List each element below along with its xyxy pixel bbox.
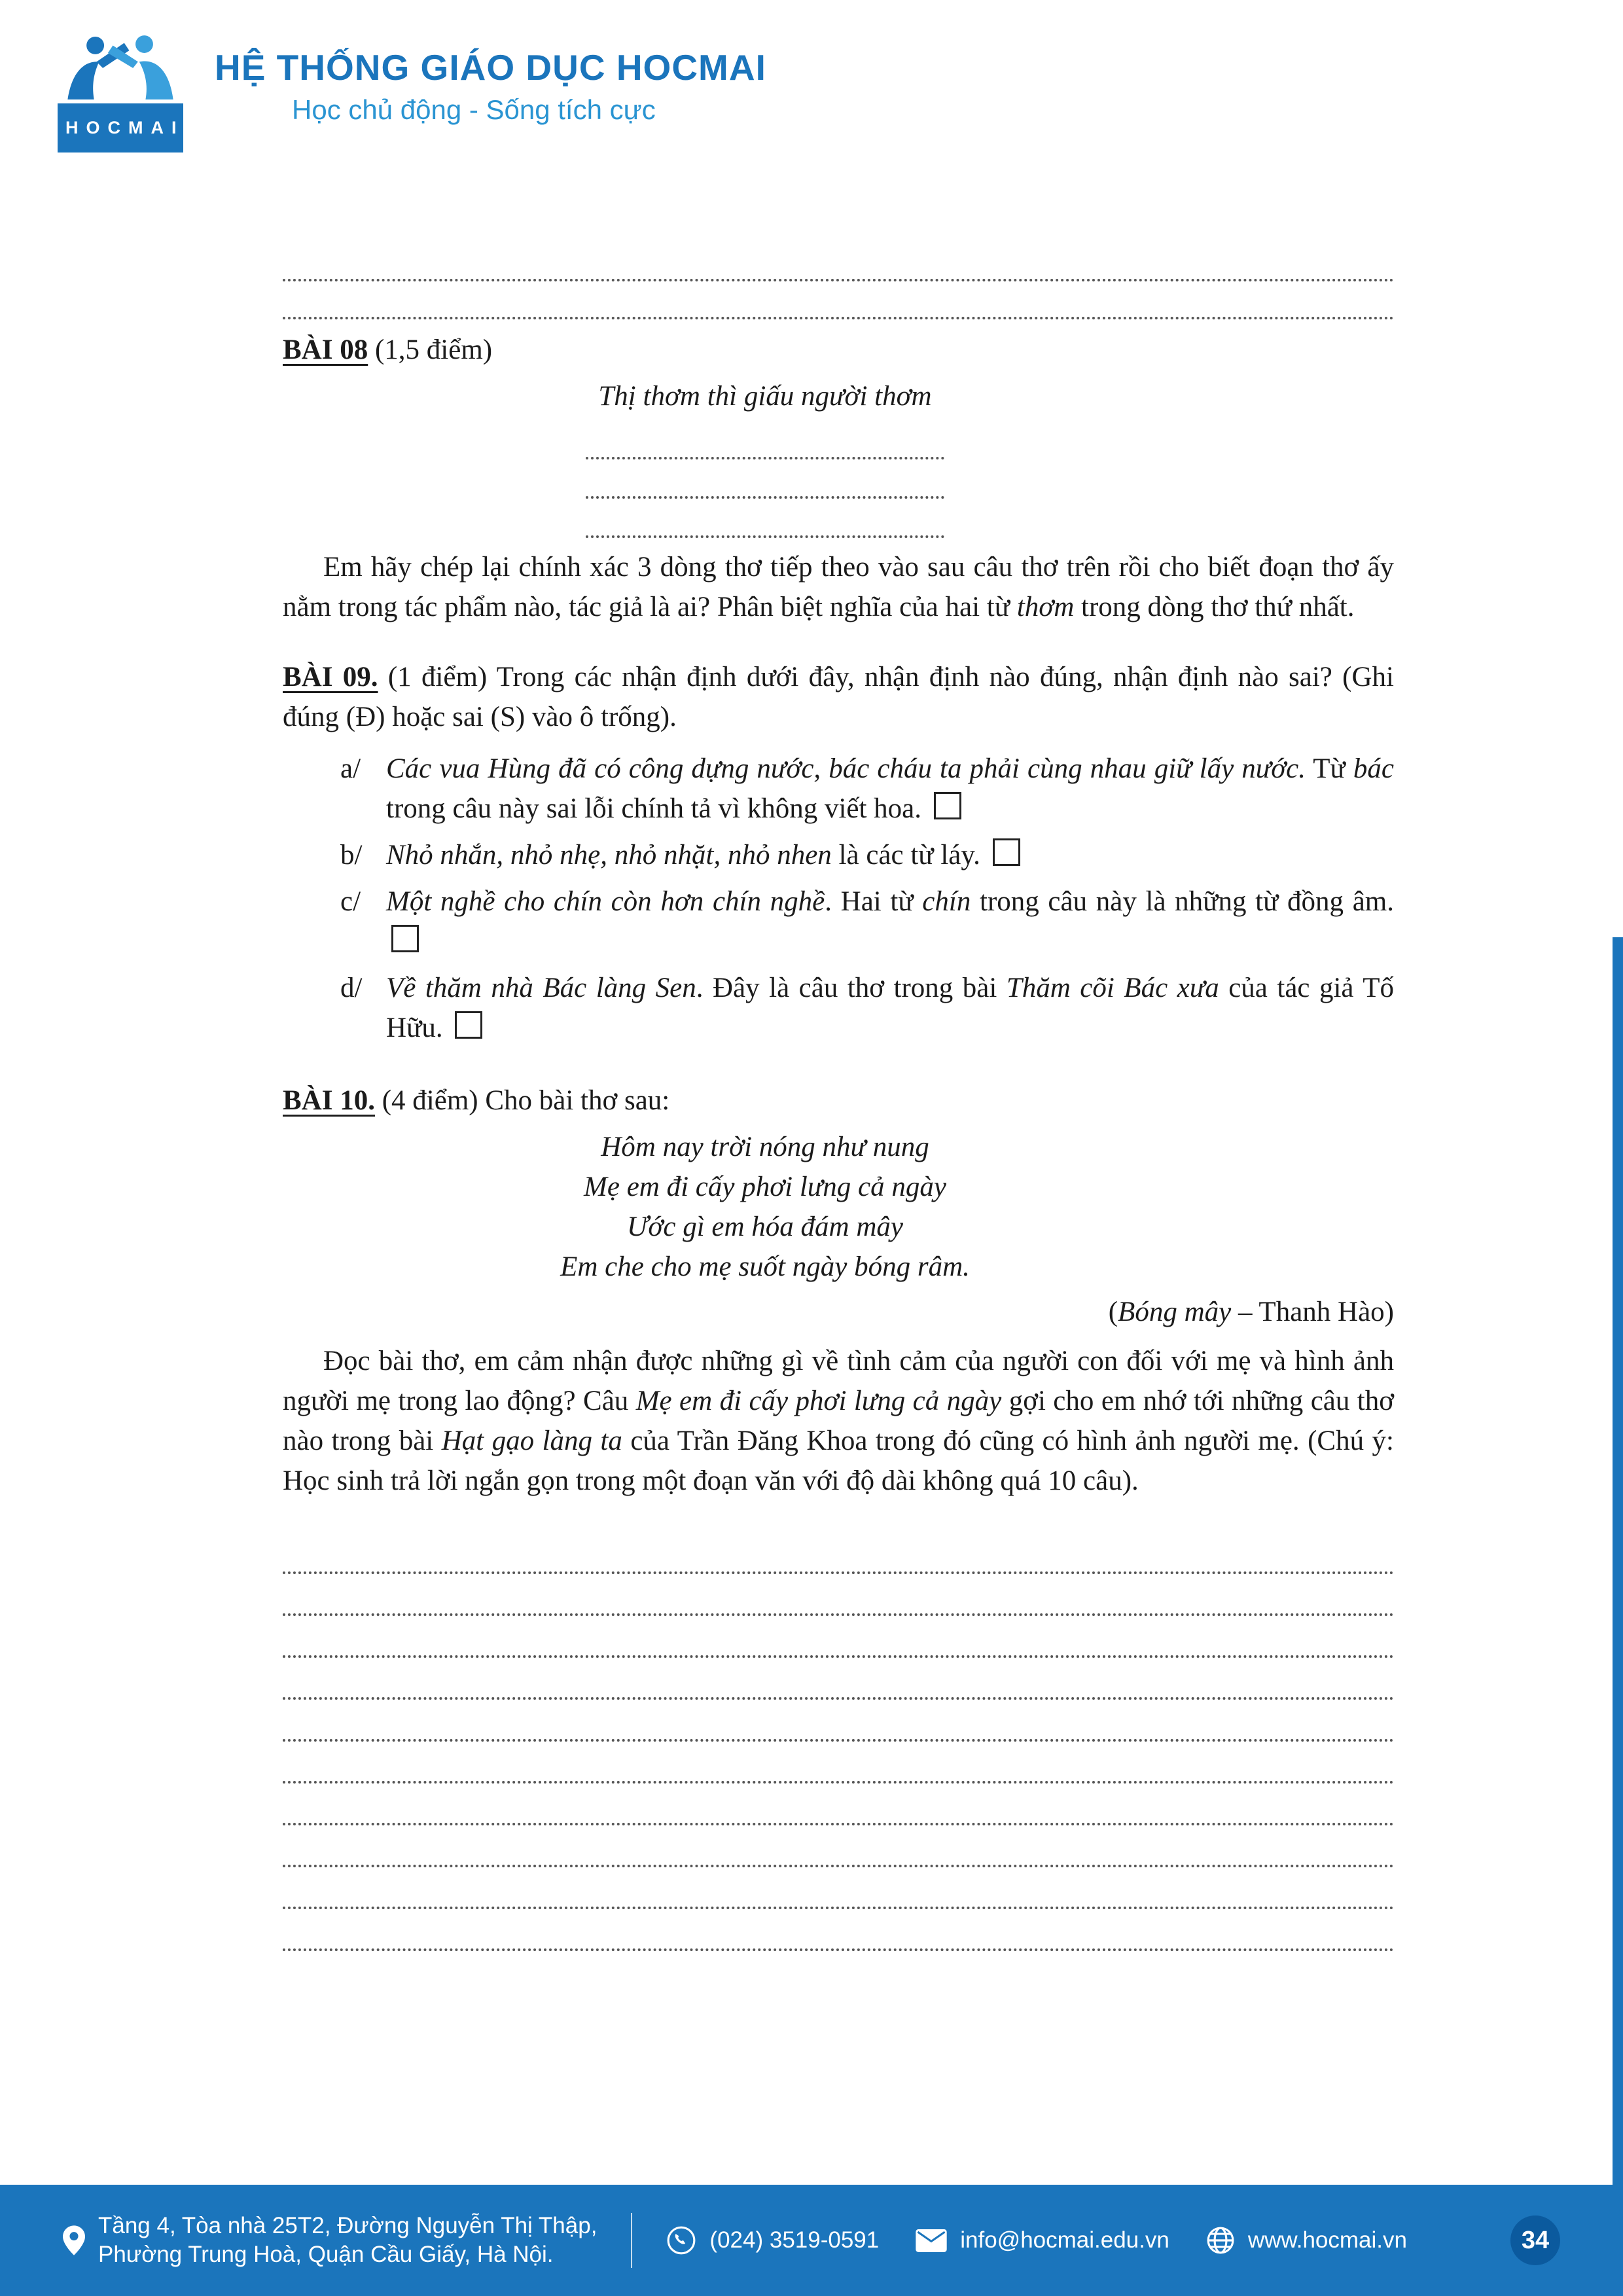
logo-figures-icon [58,34,183,102]
footer-website-group [1206,2226,1407,2255]
item-text: Về thăm nhà Bác làng Sen. Đây là câu thơ trong bài Thăm cõi Bác xưa của tác giả Tố Hữu. [386,973,1395,1043]
footer-email-group [916,2226,1169,2255]
poem-line: Hôm nay trời nóng như nung [601,1132,929,1162]
answer-line [283,1742,1394,1784]
header [58,34,766,152]
footer-phone-group [666,2225,879,2255]
top-answer-lines [283,243,1394,319]
phone-number: (024) 3519-0591 [709,2227,880,2253]
bai09-heading: BÀI 09. (1 điểm) Trong các nhận định dưới đây, nhận định nào đúng, nhận định nào sai? (Ghi đúng (Đ) hoặc sai (S) vào ô trống). [283,662,1395,732]
item-label: c/ [340,886,361,917]
header-text [215,34,766,127]
bai09-item-d [283,968,1394,1048]
answer-line [283,1867,1394,1909]
answer-line [283,1532,1394,1574]
answer-checkbox [455,1011,482,1039]
item-text: Nhỏ nhắn, nhỏ nhẹ, nhỏ nhặt, nhỏ nhen là các từ láy. [386,840,1020,870]
phone-icon [666,2225,696,2255]
bai10-poem [283,1127,1247,1287]
org-slogan: Học chủ động - Sống tích cực [292,94,656,125]
answer-line [283,281,1394,319]
email-icon [916,2229,947,2252]
poem-line: Em che cho mẹ suốt ngày bóng râm. [560,1251,970,1282]
footer-address [98,2212,597,2269]
logo-wordmark: HOCMAI [58,103,183,152]
answer-line [586,499,944,538]
bai10-heading: BÀI 10. (4 điểm) Cho bài thơ sau: [283,1085,670,1116]
answer-line [283,1784,1394,1825]
website-url: www.hocmai.vn [1247,2227,1407,2253]
item-text: Một nghề cho chín còn hơn chín nghề. Hai từ chín trong câu này là những từ đồng âm. [386,886,1394,957]
globe-icon [1206,2226,1235,2255]
page-number-badge: 34 [1510,2215,1560,2265]
answer-line [283,1616,1394,1658]
item-label: a/ [340,753,361,784]
bai08-heading: BÀI 08 (1,5 điểm) [283,334,493,365]
bottom-answer-lines [283,1532,1394,1951]
footer-address-group [63,2212,597,2269]
item-label: d/ [340,973,363,1003]
answer-line [283,1909,1394,1951]
email-address: info@hocmai.edu.vn [960,2227,1169,2253]
answer-line [283,1700,1394,1742]
answer-line [283,1825,1394,1867]
hocmai-logo [58,34,183,152]
bai09-item-a [283,749,1394,829]
answer-checkbox [391,925,419,952]
address-line2: Phường Trung Hoà, Quận Cầu Giấy, Hà Nội. [98,2242,554,2267]
bai08-poem-line: Thị thơm thì giấu người thơm [598,381,932,412]
address-line1: Tầng 4, Tòa nhà 25T2, Đường Nguyễn Thị Thập, [98,2213,597,2238]
item-label: b/ [340,840,363,870]
answer-line [283,243,1394,281]
answer-line [586,459,944,499]
page-edge-accent [1613,937,1623,2296]
answer-checkbox [934,792,961,819]
bai08-answer-lines [586,420,944,538]
bai09-item-b [283,835,1394,875]
answer-checkbox [993,838,1020,866]
bai08-instructions: Em hãy chép lại chính xác 3 dòng thơ tiếp theo vào sau câu thơ trên rồi cho biết đoạn thơ ấy nằm trong tác phẩm nào, tác giả là ai? Phân biệt nghĩa của hai từ thơm trong dòng thơ thứ nhất. [283,552,1394,622]
poem-line: Mẹ em đi cấy phơi lưng cả ngày [584,1172,946,1202]
bai09-items [283,749,1394,1048]
exam-content [283,243,1394,1951]
item-text: Các vua Hùng đã có công dựng nước, bác cháu ta phải cùng nhau giữ lấy nước. Từ bác trong câu này sai lỗi chính tả vì không viết hoa. [386,753,1395,824]
answer-line [586,420,944,459]
org-title: HỆ THỐNG GIÁO DỤC HOCMAI [215,47,766,88]
answer-line [283,1658,1394,1700]
footer-divider [631,2213,632,2268]
answer-line [283,1574,1394,1616]
location-pin-icon [63,2225,85,2255]
poem-line: Ước gì em hóa đám mây [627,1211,903,1242]
bai09-item-c [283,882,1394,961]
footer [0,2185,1623,2296]
bai10-instructions: Đọc bài thơ, em cảm nhận được những gì về tình cảm của người con đối với mẹ và hình ảnh người mẹ trong lao động? Câu Mẹ em đi cấy phơi lưng cả ngày gợi cho em nhớ tới những câu thơ nào trong bài Hạt gạo làng ta của Trần Đăng Khoa trong đó cũng có hình ảnh người mẹ. (Chú ý: Học sinh trả lời ngắn gọn trong một đoạn văn với độ dài không quá 10 câu). [283,1346,1394,1496]
poem-attribution: (Bóng mây – Thanh Hào) [1108,1297,1394,1327]
